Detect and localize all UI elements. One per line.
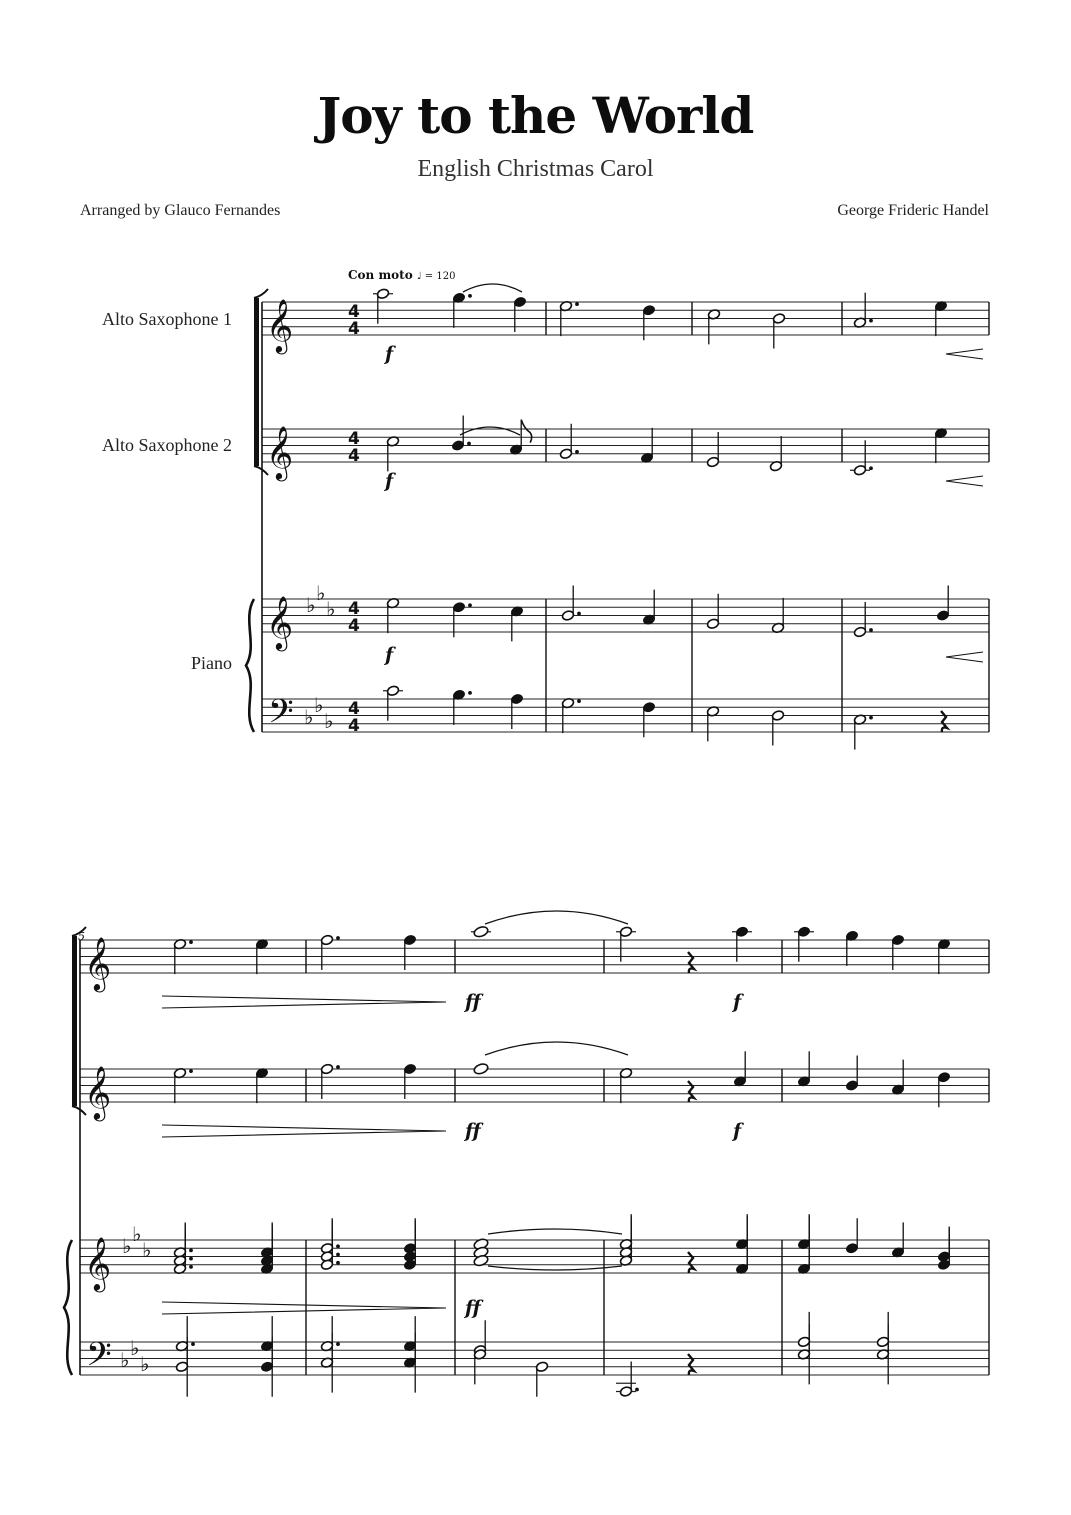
slur — [485, 911, 628, 924]
augmentation-dot — [336, 1065, 340, 1069]
augmentation-dot — [336, 1253, 340, 1257]
flat-accidental: ♭ — [306, 593, 316, 617]
arranger-credit: Arranged by Glauco Fernandes — [80, 202, 281, 219]
dynamic-f: f — [733, 1120, 742, 1142]
augmentation-dot — [336, 1244, 340, 1248]
instrument-label-piano: Piano — [190, 653, 232, 673]
piano-brace — [246, 599, 254, 732]
notehead — [473, 925, 489, 938]
augmentation-dot — [189, 940, 193, 944]
flat-accidental: ♭ — [120, 1348, 130, 1372]
treble-clef: 𝄞 — [84, 1065, 112, 1119]
flat-accidental: ♭ — [130, 1336, 140, 1360]
tempo-text: Con moto — [348, 268, 413, 282]
augmentation-dot — [575, 302, 579, 306]
augmentation-dot — [336, 1342, 340, 1346]
augmentation-dot — [575, 450, 579, 454]
quarter-rest — [941, 711, 947, 732]
crescendo-hairpin — [162, 1302, 446, 1314]
note-flag — [521, 420, 532, 443]
augmentation-dot — [468, 691, 472, 695]
time-signature-denominator: 4 — [348, 446, 360, 466]
time-signature-denominator: 4 — [348, 319, 360, 339]
dynamic-ff: ff — [465, 991, 481, 1013]
quarter-rest — [688, 1252, 694, 1273]
slur — [488, 1229, 622, 1234]
system-bracket — [72, 936, 77, 1106]
flat-accidental: ♭ — [140, 1352, 150, 1376]
treble-clef: 𝄞 — [266, 595, 294, 649]
time-signature-numerator: 4 — [348, 699, 360, 719]
flat-accidental: ♭ — [326, 597, 336, 621]
augmentation-dot — [869, 319, 873, 323]
instrument-label-alto-sax-1: Alto Saxophone 1 — [102, 309, 232, 329]
bass-clef: 𝄢 — [268, 693, 294, 739]
crescendo-hairpin — [162, 996, 446, 1008]
score-subtitle: English Christmas Carol — [417, 156, 654, 182]
slur — [488, 1266, 622, 1270]
treble-clef: 𝄞 — [84, 1236, 112, 1290]
augmentation-dot — [189, 1265, 193, 1269]
measure-number: 5 — [78, 930, 85, 943]
augmentation-dot — [336, 1261, 340, 1265]
augmentation-dot — [635, 1388, 639, 1392]
dynamic-f: f — [733, 991, 742, 1013]
flat-accidental: ♭ — [314, 693, 324, 717]
time-signature-numerator: 4 — [348, 429, 360, 449]
augmentation-dot — [467, 442, 471, 446]
treble-clef: 𝄞 — [84, 936, 112, 990]
augmentation-dot — [189, 1069, 193, 1073]
flat-accidental: ♭ — [142, 1238, 152, 1262]
augmentation-dot — [869, 466, 873, 470]
augmentation-dot — [191, 1342, 195, 1346]
augmentation-dot — [577, 699, 581, 703]
bracket-hook-top — [254, 289, 268, 298]
time-signature-denominator: 4 — [348, 616, 360, 636]
dynamic-ff: ff — [465, 1297, 481, 1319]
augmentation-dot — [189, 1248, 193, 1252]
augmentation-dot — [189, 1257, 193, 1261]
dynamic-f: f — [385, 470, 394, 492]
treble-clef: 𝄞 — [266, 425, 294, 479]
augmentation-dot — [336, 936, 340, 940]
crescendo-hairpin — [946, 349, 983, 359]
augmentation-dot — [869, 716, 873, 720]
crescendo-hairpin — [162, 1125, 446, 1137]
composer-credit: George Frideric Handel — [837, 202, 989, 219]
flat-accidental: ♭ — [304, 705, 314, 729]
crescendo-hairpin — [946, 476, 983, 486]
dynamic-ff: ff — [465, 1120, 481, 1142]
time-signature-numerator: 4 — [348, 599, 360, 619]
flat-accidental: ♭ — [324, 709, 334, 733]
dynamic-f: f — [385, 644, 394, 666]
time-signature-numerator: 4 — [348, 302, 360, 322]
treble-clef: 𝄞 — [266, 298, 294, 352]
slur — [460, 427, 520, 435]
score-title: Joy to the World — [317, 86, 754, 145]
instrument-label-alto-sax-2: Alto Saxophone 2 — [102, 435, 232, 455]
augmentation-dot — [468, 294, 472, 298]
augmentation-dot — [869, 628, 873, 632]
time-signature-denominator: 4 — [348, 716, 360, 736]
flat-accidental: ♭ — [316, 581, 326, 605]
augmentation-dot — [468, 603, 472, 607]
flat-accidental: ♭ — [122, 1234, 132, 1258]
slur — [485, 1042, 628, 1055]
crescendo-hairpin — [946, 652, 983, 662]
notehead — [473, 1062, 489, 1075]
quarter-rest — [688, 1081, 694, 1102]
augmentation-dot — [577, 612, 581, 616]
quarter-rest — [688, 1354, 694, 1375]
bass-clef: 𝄢 — [86, 1336, 112, 1382]
dynamic-f: f — [385, 343, 394, 365]
flat-accidental: ♭ — [132, 1222, 142, 1246]
system-bracket — [254, 298, 259, 466]
quarter-rest — [688, 952, 694, 973]
piano-brace — [64, 1240, 72, 1375]
slur — [463, 284, 522, 292]
metronome-mark: ♩ = 120 — [416, 271, 456, 282]
